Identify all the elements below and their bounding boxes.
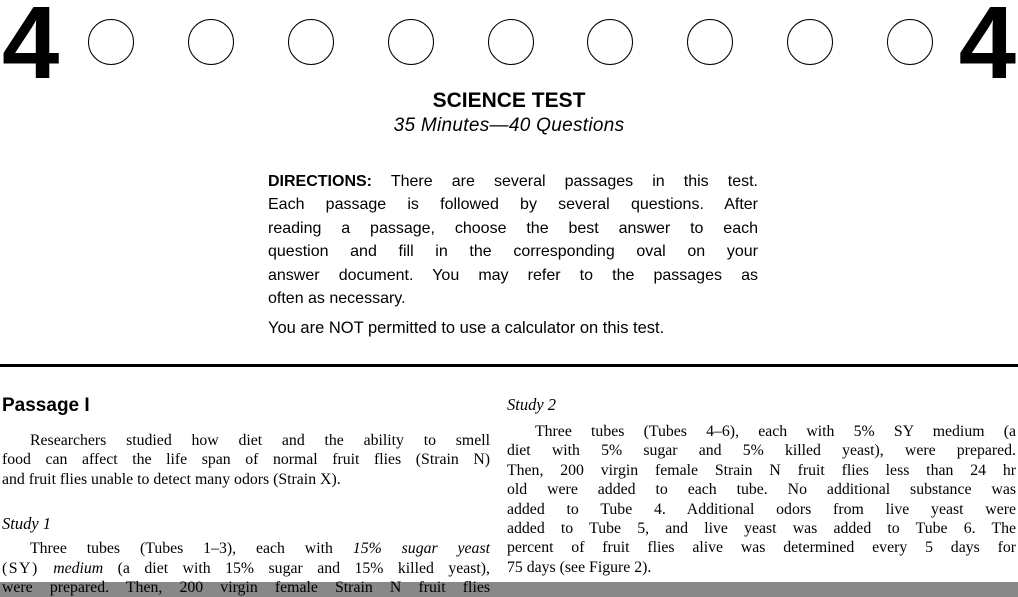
text-segment: DIRECTIONS: xyxy=(268,173,372,190)
text-segment: medium xyxy=(53,559,104,577)
text-segment: answer document. You may refer to the passages as xyxy=(268,266,758,284)
text-line xyxy=(507,558,1016,577)
text-segment: added to Tube 4. Additional odors from live yeast were xyxy=(507,500,1016,518)
answer-bubble xyxy=(887,19,933,65)
test-timing-subtitle: 35 Minutes—40 Questions xyxy=(393,115,625,136)
text-segment: percent of fruit flies alive was determined every 5 days for xyxy=(507,539,1016,557)
text-line xyxy=(2,559,490,578)
study2-paragraph xyxy=(507,422,1016,577)
text-line xyxy=(2,578,490,597)
text-line xyxy=(507,441,1016,460)
text-segment: and fruit flies unable to detect many odors (Strain X). xyxy=(2,470,341,488)
answer-bubble xyxy=(188,19,234,65)
study1-heading: Study 1 xyxy=(2,514,52,534)
page-number-right: 4 xyxy=(958,0,1014,100)
answer-bubble xyxy=(587,19,633,65)
text-line xyxy=(268,287,758,310)
answer-bubble-row xyxy=(88,18,933,65)
text-line xyxy=(507,480,1016,499)
directions-block xyxy=(268,170,758,310)
science-test-title: SCIENCE TEST xyxy=(432,89,586,112)
answer-bubble xyxy=(488,19,534,65)
text-line xyxy=(507,500,1016,519)
answer-bubble xyxy=(288,19,334,65)
passage-intro-paragraph xyxy=(2,431,490,489)
text-segment: question and fill in the corresponding oval on your xyxy=(268,243,758,261)
text-line xyxy=(268,217,758,240)
section-divider xyxy=(0,364,1018,367)
calculator-note: You are NOT permitted to use a calculator on this test. xyxy=(268,319,665,337)
text-line xyxy=(2,539,490,558)
answer-bubble xyxy=(388,19,434,65)
text-segment: were prepared. Then, 200 virgin female Strain N fruit flies xyxy=(2,579,490,597)
text-segment: Three tubes (Tubes 4–6), each with 5% SY medium (a xyxy=(535,423,1016,440)
text-line xyxy=(507,422,1016,441)
text-segment: often as necessary. xyxy=(268,290,406,308)
text-segment: Three tubes (Tubes 1–3), each with xyxy=(30,540,353,558)
text-segment: Then, 200 virgin female Strain N fruit flies less than 24 hr xyxy=(507,461,1016,479)
passage-title: Passage I xyxy=(2,395,90,416)
text-segment: (a diet with 15% sugar and 15% killed yeast), xyxy=(103,559,490,577)
text-line xyxy=(268,240,758,263)
study1-paragraph xyxy=(2,539,490,597)
text-segment: Each passage is followed by several questions. After xyxy=(268,196,758,214)
text-segment: added to Tube 5, and live yeast was added to Tube 6. The xyxy=(507,520,1016,538)
answer-bubble xyxy=(88,19,134,65)
answer-bubble xyxy=(687,19,733,65)
text-segment: There are several passages in this test. xyxy=(372,173,758,190)
page-number-left: 4 xyxy=(2,0,58,100)
text-segment: Researchers studied how diet and the ability to smell xyxy=(30,432,490,449)
text-segment: old were added to each tube. No additional substance was xyxy=(507,481,1016,499)
text-line xyxy=(2,450,490,469)
text-segment xyxy=(39,560,53,577)
text-line xyxy=(2,431,490,450)
study2-heading: Study 2 xyxy=(507,395,557,414)
text-line xyxy=(268,264,758,287)
text-segment: diet with 5% sugar and 5% killed yeast), were prepared. xyxy=(507,442,1016,460)
text-line xyxy=(268,193,758,216)
text-segment: 75 days (see Figure 2). xyxy=(507,558,652,576)
text-line xyxy=(507,461,1016,480)
text-segment: 15% sugar yeast xyxy=(352,540,490,558)
answer-bubble xyxy=(787,19,833,65)
text-segment: (SY) xyxy=(2,559,39,577)
text-line xyxy=(507,519,1016,538)
passage-column-left xyxy=(2,395,490,597)
text-segment: food can affect the life span of normal fruit flies (Strain N) xyxy=(2,451,490,469)
text-line xyxy=(507,538,1016,557)
text-line xyxy=(268,170,758,193)
text-line xyxy=(2,470,490,489)
text-segment: reading a passage, choose the best answer to each xyxy=(268,219,758,237)
passage-column-right xyxy=(507,395,1016,577)
